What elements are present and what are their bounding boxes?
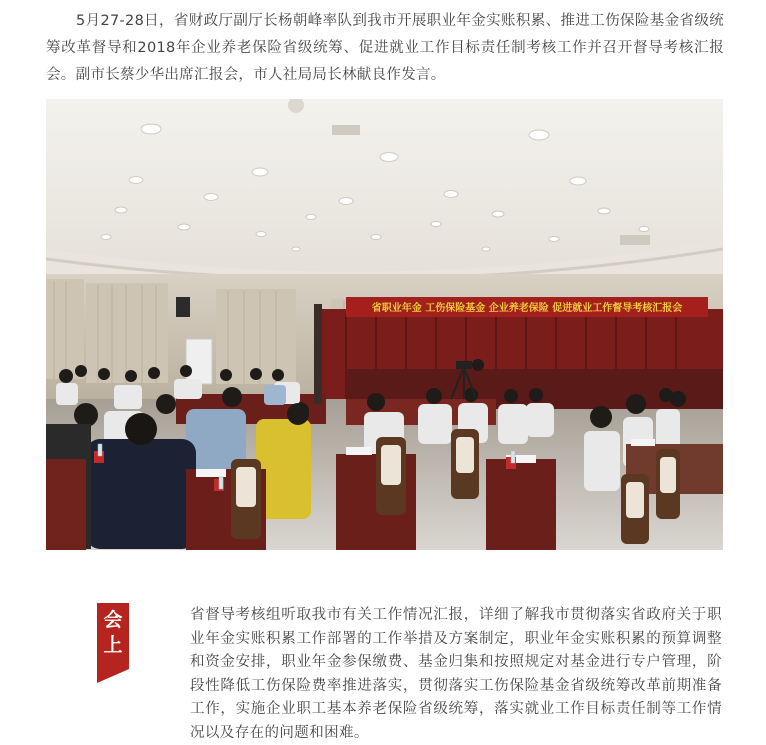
meeting-photo	[46, 99, 723, 550]
article-intro: 5月27-28日，省财政厅副厅长杨朝峰率队到我市开展职业年金实账积累、推进工伤保险基金省级统筹改革督导和2018年企业养老保险省级统筹、促进就业工作目标责任制考核工作并召开督导考核汇报会。副市长蔡少华出席汇报会，市人社局局长林献良作发言。	[46, 13, 724, 83]
section-badge	[97, 603, 129, 683]
badge-char-1: 会	[103, 609, 123, 631]
section-paragraph: 省督导考核组听取我市有关工作情况汇报，详细了解我市贯彻落实省政府关于职业年金实账积累工作部署的工作举措及方案制定，职业年金实账积累的预算调整和资金安排，职业年金参保缴费、基金归集和按照规定对基金进行专户管理，阶段性降低工伤保险费率推进落实，贯彻落实工伤保险基金省级统筹改革前期准备工作，实施企业职工基本养老保险省级统筹，落实就业工作目标责任制等工作情况以及存在的问题和困难。	[190, 607, 722, 741]
badge-char-2: 上	[103, 634, 123, 656]
banner-text: 省职业年金 工伤保险基金 企业养老保险 促进就业工作督导考核汇报会	[371, 303, 683, 314]
meeting-photo-scene	[46, 99, 723, 550]
